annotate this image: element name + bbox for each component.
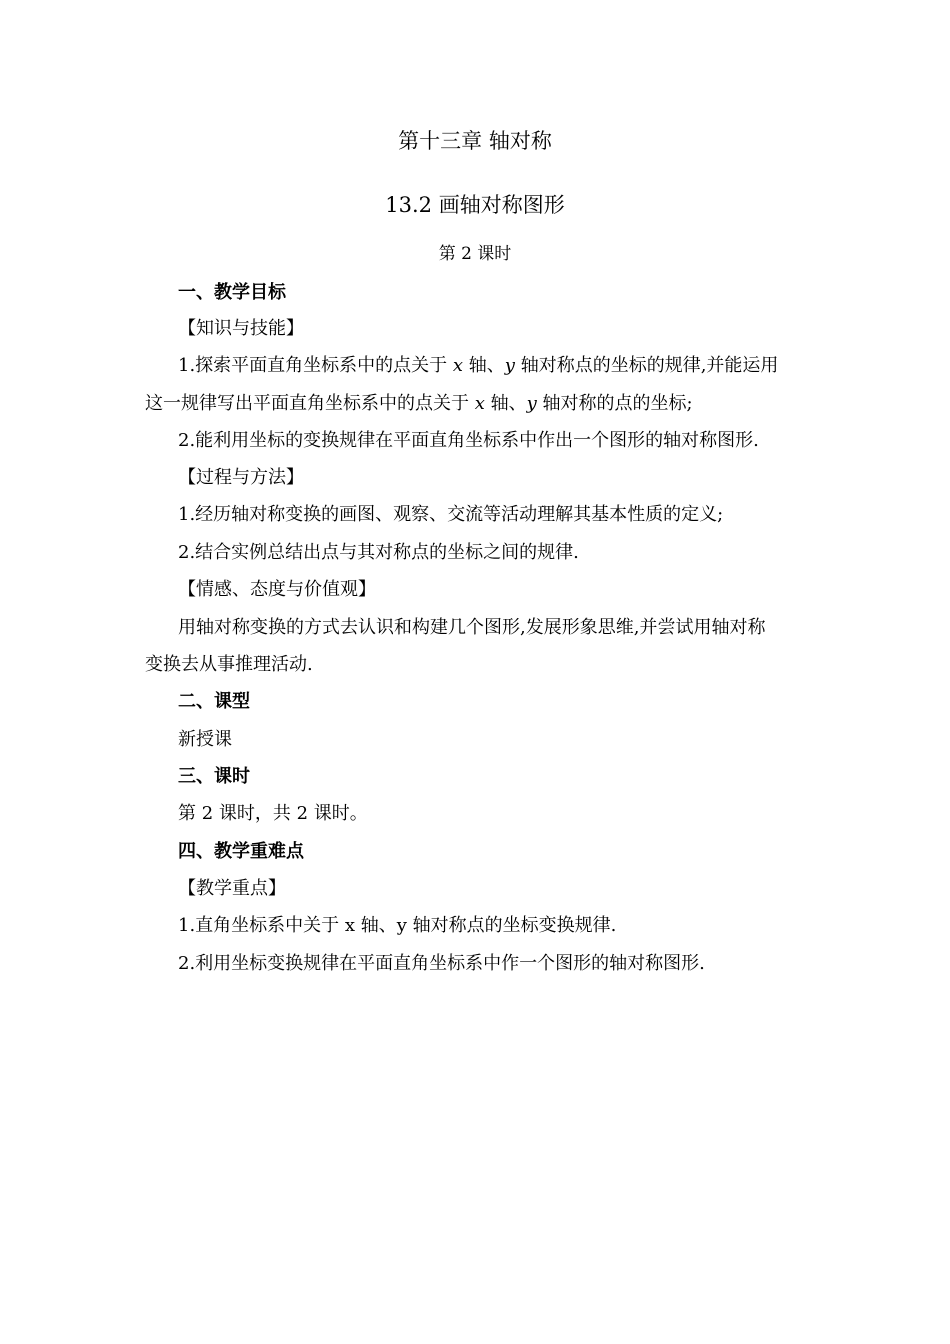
objectives-heading: 一、教学目标 xyxy=(178,282,286,303)
process-method-label: 【过程与方法】 xyxy=(178,467,304,488)
key-points-item2: 2.利用坐标变换规律在平面直角坐标系中作一个图形的轴对称图形. xyxy=(178,953,705,974)
process-item1: 1.经历轴对称变换的画图、观察、交流等活动理解其基本性质的定义; xyxy=(178,504,724,525)
key-points-item1: 1.直角坐标系中关于 x 轴、y 轴对称点的坐标变换规律. xyxy=(178,915,617,936)
course-type-value: 新授课 xyxy=(178,729,232,750)
class-hours-heading: 三、课时 xyxy=(178,766,250,787)
knowledge-item1-line1: 1.探索平面直角坐标系中的点关于 x 轴、y 轴对称点的坐标的规律,并能运用 xyxy=(178,355,779,376)
lesson-subtitle: 第 2 课时 xyxy=(438,244,512,264)
process-item2: 2.结合实例总结出点与其对称点的坐标之间的规律. xyxy=(178,542,579,563)
course-type-heading: 二、课型 xyxy=(178,691,250,712)
section-title: 13.2 画轴对称图形 xyxy=(385,193,565,217)
key-points-label: 【教学重点】 xyxy=(178,878,286,899)
emotion-line2: 变换去从事推理活动. xyxy=(145,654,313,675)
emotion-line1: 用轴对称变换的方式去认识和构建几个图形,发展形象思维,并尝试用轴对称 xyxy=(178,617,766,638)
emotion-label: 【情感、态度与价值观】 xyxy=(178,579,376,600)
knowledge-item2: 2.能利用坐标的变换规律在平面直角坐标系中作出一个图形的轴对称图形. xyxy=(178,430,759,451)
knowledge-item1-line2: 这一规律写出平面直角坐标系中的点关于 x 轴、y 轴对称的点的坐标; xyxy=(145,393,693,414)
class-hours-value: 第 2 课时，共 2 课时。 xyxy=(178,803,368,824)
chapter-title: 第十三章 轴对称 xyxy=(398,129,552,153)
key-points-heading: 四、教学重难点 xyxy=(178,841,304,862)
knowledge-skills-label: 【知识与技能】 xyxy=(178,318,304,339)
